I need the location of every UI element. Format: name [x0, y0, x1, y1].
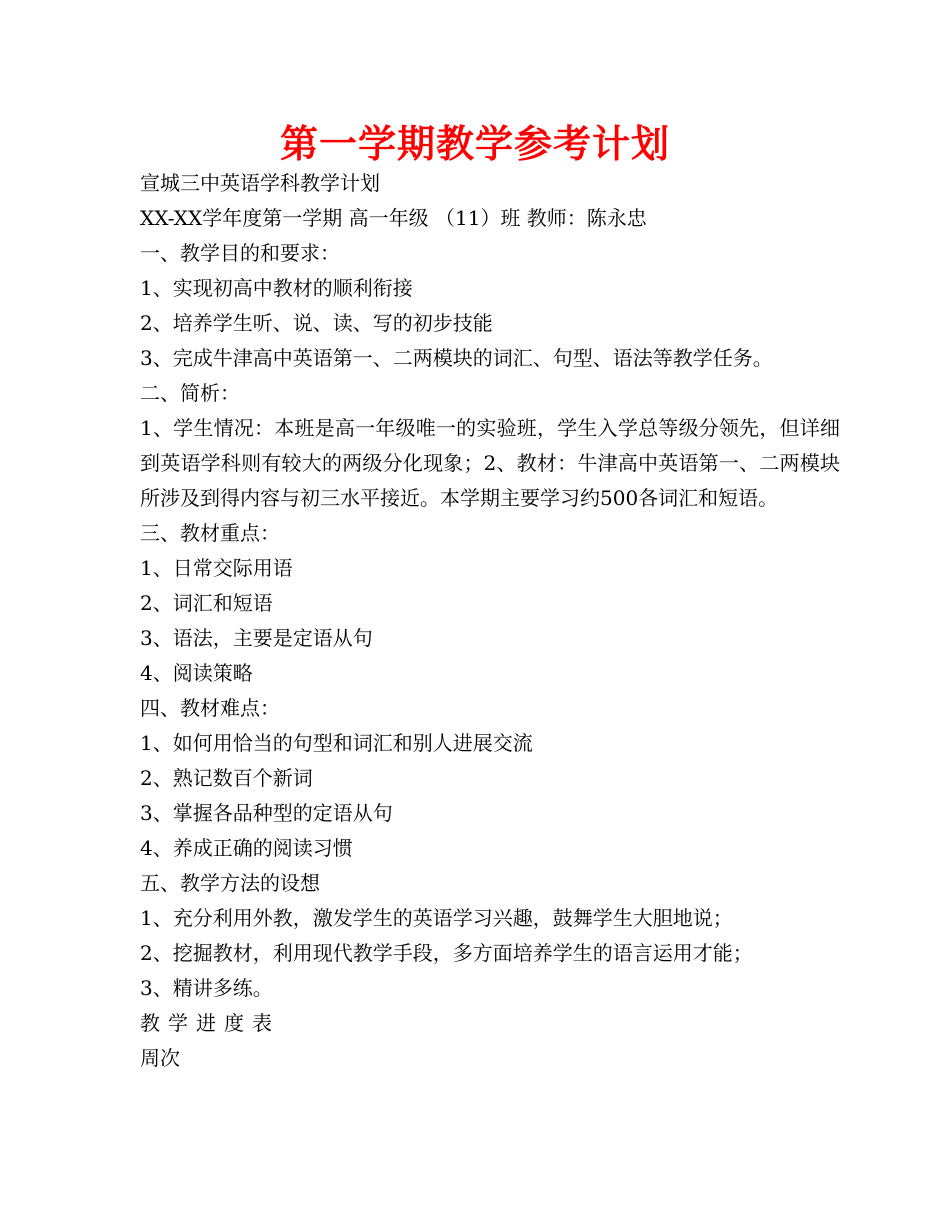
section-heading-analysis: 二、简析： [140, 381, 240, 405]
difficulty-item: 4、养成正确的阅读习惯 [140, 836, 353, 860]
difficulty-item: 1、如何用恰当的句型和词汇和别人进展交流 [140, 731, 533, 755]
goal-item: 2、培养学生听、说、读、写的初步技能 [140, 311, 493, 335]
key-point-item: 3、语法，主要是定语从句 [140, 626, 373, 650]
key-point-item: 2、词汇和短语 [140, 591, 273, 615]
section-heading-goals: 一、教学目的和要求： [140, 241, 340, 265]
analysis-paragraph: 1、学生情况：本班是高一年级唯一的实验班，学生入学总等级分领先，但详细到英语学科则有较大的两级分化现象；2、教材：牛津高中英语第一、二两模块所涉及到得内容与初三水平接近。本学期主要学习约500各词汇和短语。 [140, 416, 840, 510]
method-item: 2、挖掘教材，利用现代教学手段，多方面培养学生的语言运用才能； [140, 941, 753, 965]
section-heading-difficulties: 四、教材难点： [140, 696, 280, 720]
difficulty-item: 2、熟记数百个新词 [140, 766, 313, 790]
goal-item: 1、实现初高中教材的顺利衔接 [140, 276, 413, 300]
week-column-label: 周次 [140, 1046, 180, 1070]
class-info-line: XX-XX学年度第一学期 高一年级 （11）班 教师：陈永忠 [140, 206, 647, 230]
section-heading-key-points: 三、教材重点： [140, 521, 280, 545]
difficulty-item: 3、掌握各品种型的定语从句 [140, 801, 393, 825]
document-body [140, 166, 840, 1076]
key-point-item: 4、阅读策略 [140, 661, 253, 685]
method-item: 1、充分利用外教，激发学生的英语学习兴趣，鼓舞学生大胆地说； [140, 906, 733, 930]
schedule-heading: 教学进度表 [140, 1011, 280, 1035]
key-point-item: 1、日常交际用语 [140, 556, 293, 580]
goal-item: 3、完成牛津高中英语第一、二两模块的词汇、句型、语法等教学任务。 [140, 346, 773, 370]
plan-subtitle: 宣城三中英语学科教学计划 [140, 171, 380, 195]
section-heading-methods: 五、教学方法的设想 [140, 871, 320, 895]
document-title: 第一学期教学参考计划 [279, 122, 670, 166]
method-item: 3、精讲多练。 [140, 976, 273, 1000]
